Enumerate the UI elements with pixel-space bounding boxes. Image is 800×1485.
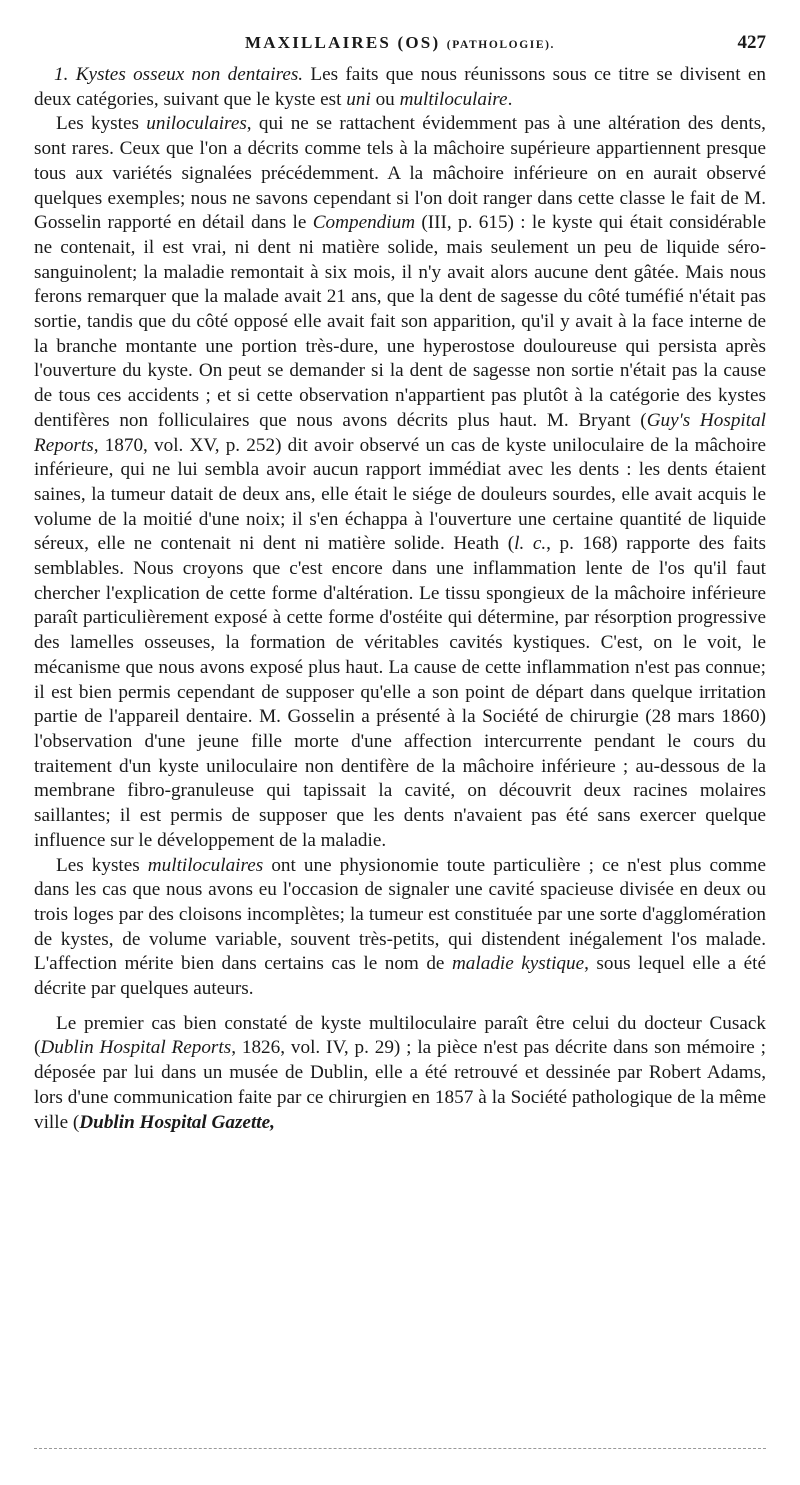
italic-text-run: 1. Kystes osseux non dentaires. [54,64,304,85]
running-header [34,33,766,57]
paragraph-premier-cas [34,1012,766,1136]
italic-text-run: l. c. [514,533,547,555]
text-run: Les faits que nous réunissons sous ce titre se divisent en deux catégories, suivant que le kyste est [34,64,766,110]
text-run: ou [370,88,400,110]
bottom-rule [34,1448,766,1449]
running-title-main: MAXILLAIRES (OS) [245,33,441,52]
italic-text-run: uniloculaires [146,113,247,135]
italic-text-run: Dublin Hospital Reports [40,1037,232,1059]
body-text [34,63,766,1135]
italic-text-run: Guy's Hospital Reports [34,409,767,456]
running-title [34,33,766,53]
paragraph-kystes-osseux [34,63,766,112]
text-run: , qui ne se rattachent évidemment pas à une altération des dents, sont rares. Ceux que l'on a décrits comme tels à la mâchoire supérieure appartiennent presque tous aux variétés signalées précédemment. A la mâchoire inférieure on en aurait observé quelques exemples; nous ne savons cependant si l'on doit ranger dans cette classe le fait de M. Gosselin rapporté en détail dans le [34,113,766,234]
text-run: , p. 168) rapporte des faits semblables. Nous croyons que c'est encore dans une inflammation lente de l'os qu'il faut chercher l'explication de cette forme d'altération. Le tissu spongieux de la mâchoire inférieure paraît particulièrement exposé à cette forme d'ostéite qui détermine, par résorption progressive des lamelles osseuses, la formation de véritables cavités kystiques. C'est, on le voit, le mécanisme que nous avons exposé plus haut. La cause de cette inflammation n'est pas connue; il est bien permis cependant de supposer qu'elle a son point de départ dans quelque irritation partie de l'appareil dentaire. M. Gosselin a présenté à la Société de chirurgie (28 mars 1860) l'observation d'une jeune fille morte d'une affection intercurrente pendant le cours du traitement d'un kyste uniloculaire non dentifère de la mâchoire inférieure ; au-dessous de la membrane fibro-granuleuse qui tapissait la cavité, on découvrit deux racines molaires saillantes; il est permis de supposer que les dents n'avaient pas été sans exercer quelque influence sur le développement de la maladie. [34,533,766,851]
italic-text-run: Compendium [312,212,416,234]
italic-text-run: uni [346,88,371,110]
text-run: Les kystes [56,113,147,135]
text-run: . [507,88,513,110]
italic-text-run: Dublin Hospital Gazette, [79,1111,275,1133]
page-number: 427 [737,32,766,53]
running-title-subtitle: (PATHOLOGIE). [446,39,555,51]
text-run: , 1870, vol. XV, p. 252) dit avoir observé un cas de kyste uniloculaire de la mâchoire inférieure, qui ne lui sembla avoir aucun rapport immédiat avec les dents : les dents étaient saines, la tumeur datait de deux ans, elle était le siége de douleurs sourdes, elle avait acquis le volume de la moitié d'une noix; il s'en échappa à l'ouverture une certaine quantité de liquide séreux, elle ne contenait ni dent ni matière solide. Heath ( [34,434,766,555]
text-run: (III, p. 615) : le kyste qui était considérable ne contenait, il est vrai, ni dent ni matière solide, mais seulement un peu de liquide séro-sanguinolent; la maladie remontait à six mois, il n'y avait alors aucune dent gâtée. Mais nous ferons remarquer que la malade avait 21 ans, que la dent de sagesse du côté tuméfié n'était pas sortie, tandis que du côté opposé elle avait fait son apparition, qu'il y avait à la face interne de la branche montante une portion très-dure, une hyperostose douloureuse qui persista après l'ouverture du kyste. On peut se demander si la dent de sagesse non sortie n'était pas la cause de tous ces accidents ; et si cette observation n'appartient pas plutôt à la catégorie des kystes dentifères non folliculaires que nous avons décrits plus haut. M. Bryant ( [34,212,767,431]
paragraph-kystes-uniloculaires [34,112,766,853]
text-run: Les kystes [56,854,148,876]
italic-text-run: maladie kystique [451,953,585,975]
paragraph-kystes-multiloculaires [34,854,766,1002]
italic-text-run: multiloculaires [147,854,264,876]
text-run: , sous lequel elle a été décrite par quelques auteurs. [34,953,767,1000]
text-run: , 1826, vol. IV, p. 29) ; la pièce n'est pas décrite dans son mémoire ; déposée par lui dans un musée de Dublin, elle a été retrouvé et dessinée par Robert Adams, lors d'une communication faite par ce chirurgien en 1857 à la Société pathologique de la même ville ( [34,1037,766,1133]
text-run: Le premier cas bien constaté de kyste multiloculaire paraît être celui du docteur Cusack ( [34,1012,766,1059]
italic-text-run: multiloculaire [399,88,508,110]
text-run: ont une physionomie toute particulière ; ce n'est plus comme dans les cas que nous avons eu l'occasion de signaler une cavité spacieuse divisée en deux ou trois loges par des cloisons incomplètes; la tumeur est constituée par une sorte d'agglomération de kystes, de volume variable, souvent très-petits, qui distendent inégalement l'os malade. L'affection mérite bien dans certains cas le nom de [34,854,766,975]
